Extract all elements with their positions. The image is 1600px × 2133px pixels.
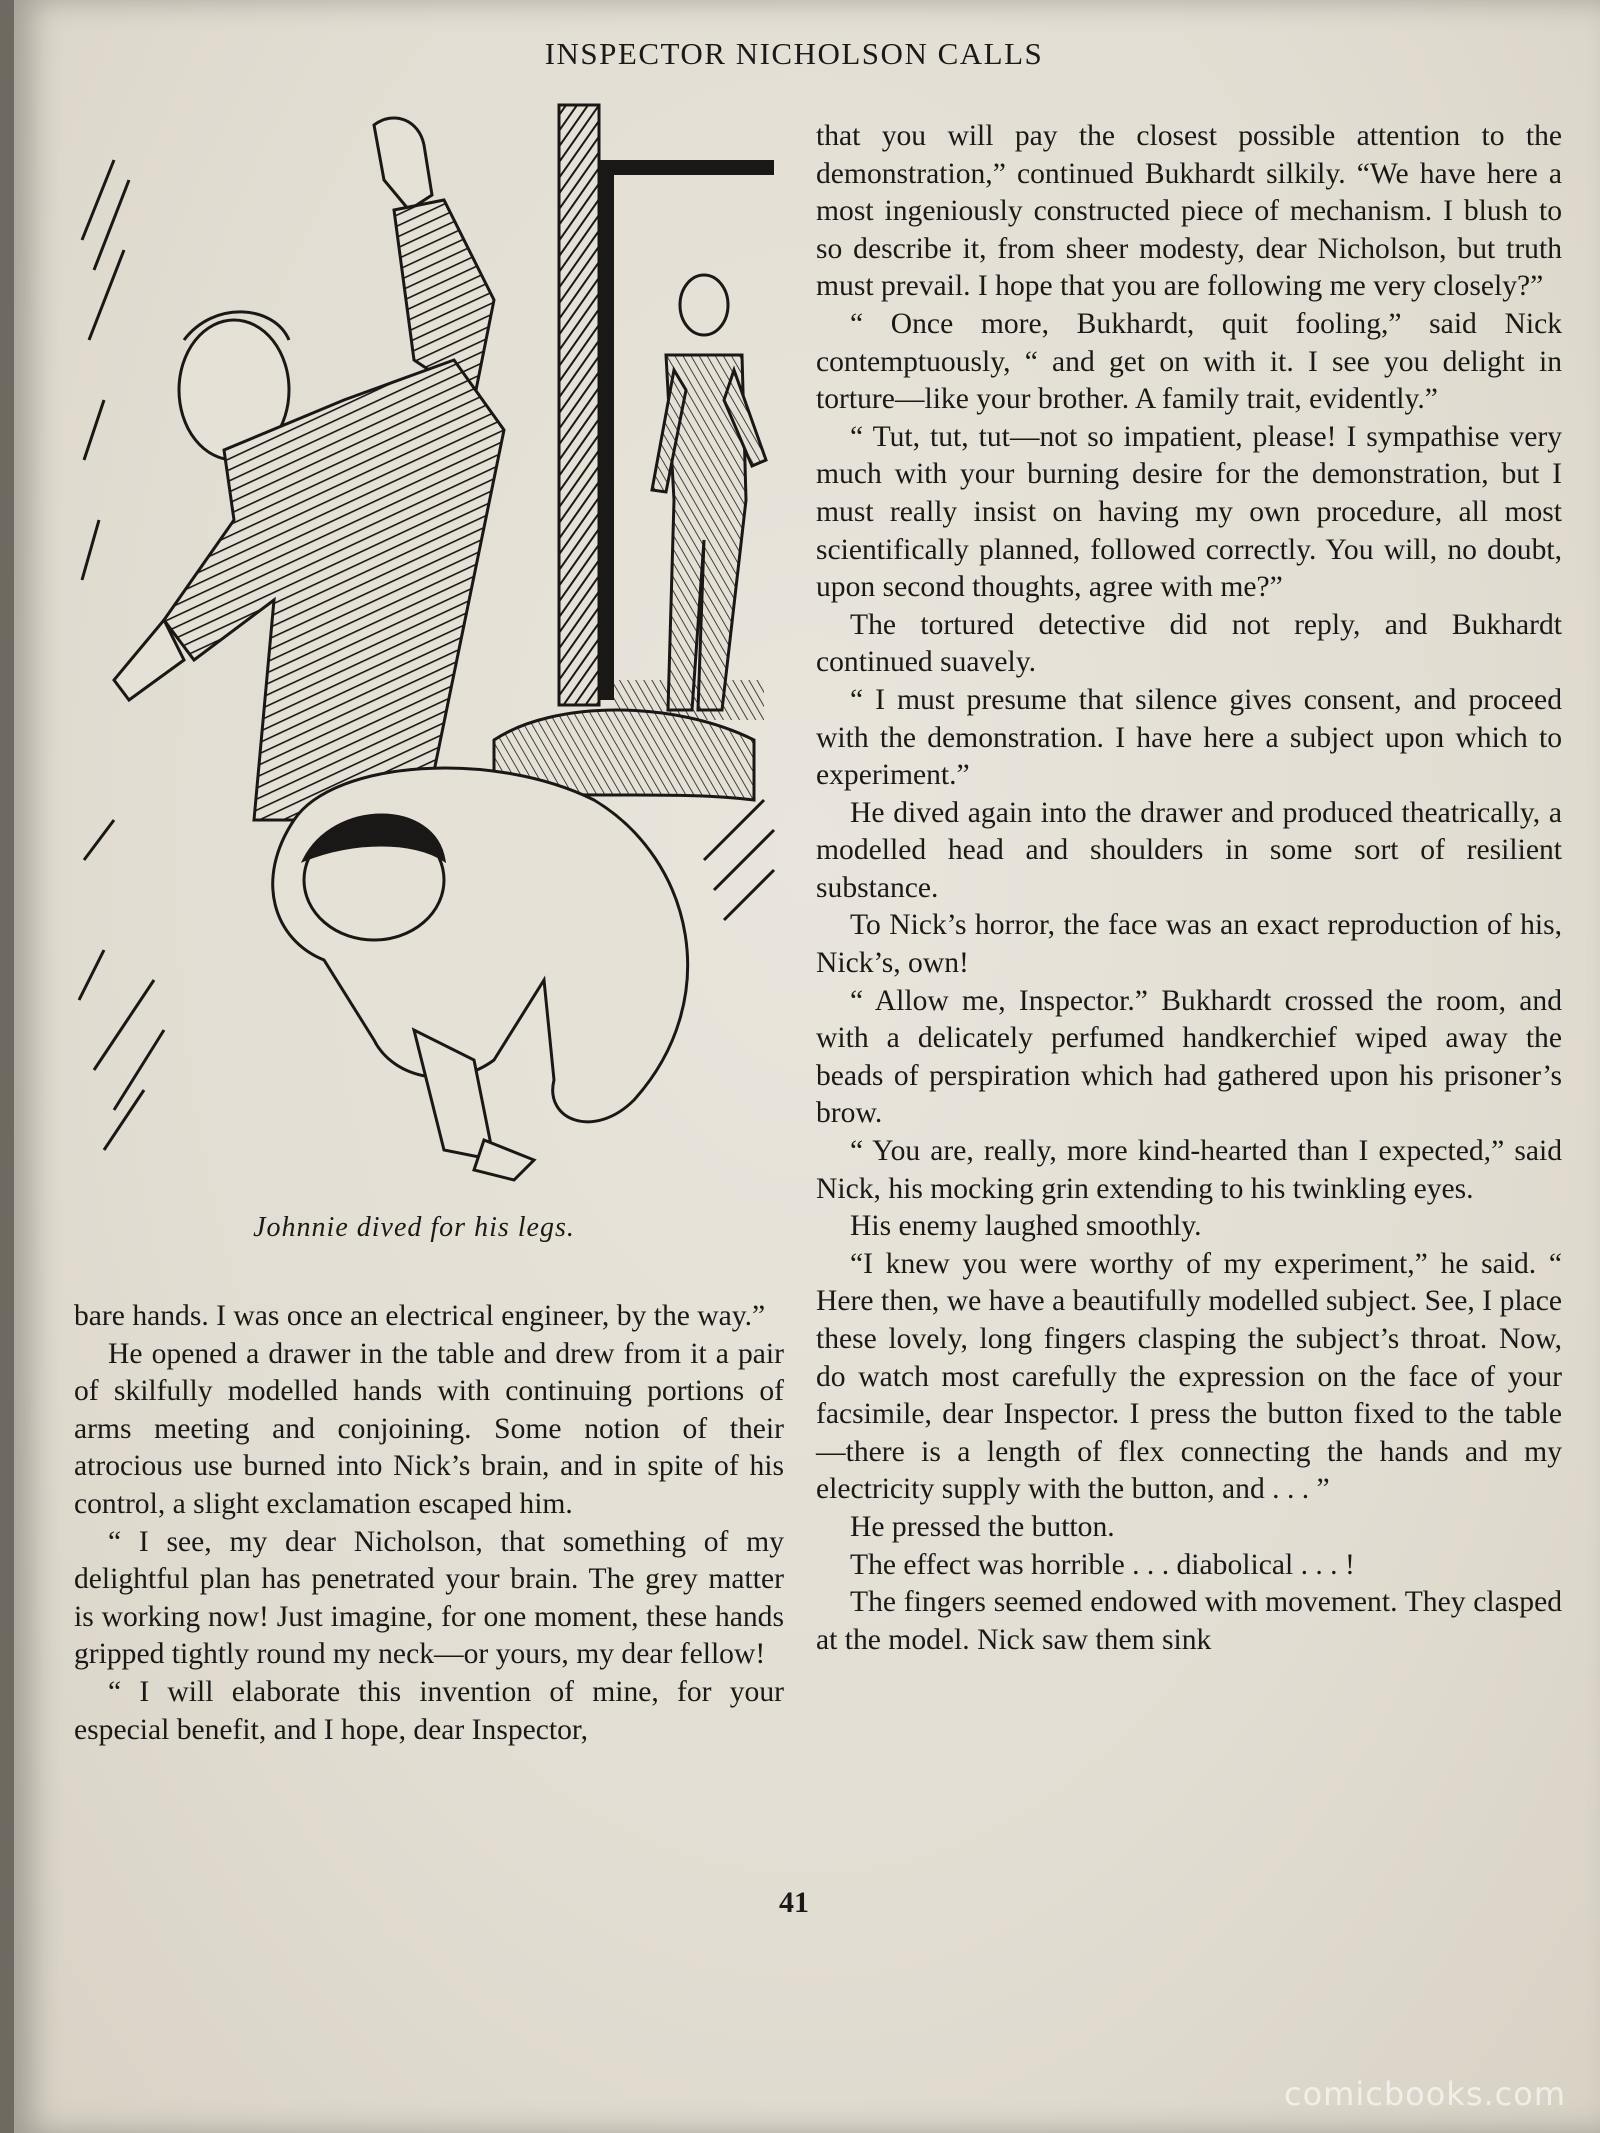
paragraph: “ Once more, Bukhardt, quit fooling,” said Nick contemptuously, “ and get on with it. I see you delight in torture—like your brother. A family trait, evidently.” (816, 307, 1562, 416)
paragraph: “ You are, really, more kind-hearted than I expected,” said Nick, his mocking grin extending to his twinkling eyes. (816, 1135, 1562, 1205)
left-column (74, 1298, 784, 1749)
paragraph: His enemy laughed smoothly. (850, 1210, 1202, 1243)
watermark: comicbooks.com (1283, 2075, 1566, 2113)
page-number: 41 (779, 1886, 809, 1919)
paragraph: that you will pay the closest possible attention to the demonstration,” continued Bukhardt silkily. “We have here a most ingeniously constructed piece of mechanism. I blush to so describe it, from sheer modesty, dear Nicholson, but truth must prevail. I hope that you are following me very closely?” (816, 120, 1562, 303)
door-frame (559, 105, 599, 705)
paragraph: “ I will elaborate this invention of mine, for your especial benefit, and I hope, dear Inspector, (74, 1675, 784, 1746)
paragraph: “ Tut, tut, tut—not so impatient, please! I sympathise very much with your burning desire for the demonstration, but I must really insist on having my own procedure, all most scientifically planned, followed correctly. You will, no doubt, upon second thoughts, agree with me?” (816, 420, 1562, 604)
falling-man-figure (114, 118, 504, 820)
paragraph: “ I must presume that silence gives consent, and proceed with the demonstration. I have here a subject upon which to experiment.” (816, 683, 1562, 792)
paragraph: He opened a drawer in the table and drew from it a pair of skilfully modelled hands with continuing portions of arms meeting and conjoining. Some notion of their atrocious use burned into Nick’s brain, and in spite of his control, a slight exclamation escaped him. (74, 1337, 784, 1520)
book-page (14, 0, 1600, 2133)
right-column (816, 118, 1562, 1659)
running-head: INSPECTOR NICHOLSON CALLS (544, 36, 1044, 71)
paragraph: “I knew you were worthy of my experiment,” he said. “ Here then, we have a beautifully modelled subject. See, I place these lovely, long fingers clasping the subject’s throat. Now, do watch most carefully the expression on the face of your facsimile, dear Inspector. I press the button fixed to the table—there is a length of flex connecting the hands and my electricity supply with the button, and . . . ” (816, 1247, 1562, 1506)
paragraph: “ Allow me, Inspector.” Bukhardt crossed the room, and with a delicately perfumed handkerchief wiped away the beads of perspiration which had gathered upon his prisoner’s brow. (816, 984, 1562, 1130)
paragraph: The fingers seemed endowed with movement. They clasped at the model. Nick saw them sink (816, 1586, 1562, 1656)
paragraph: bare hands. I was once an electrical engineer, by the way.” (74, 1300, 766, 1332)
paragraph: To Nick’s horror, the face was an exact reproduction of his, Nick’s, own! (816, 909, 1562, 980)
paragraph: He dived again into the drawer and produced theatrically, a modelled head and shoulders in some sort of resilient substance. (816, 796, 1562, 904)
paragraph: The tortured detective did not reply, and Bukhardt continued suavely. (816, 608, 1562, 679)
paragraph: “ I see, my dear Nicholson, that something of my delightful plan has penetrated your brain. The grey matter is working now! Just imagine, for one moment, these hands gripped tightly round my neck—or yours, my dear fellow! (74, 1525, 784, 1671)
diving-man-figure (273, 768, 688, 1180)
paragraph: The effect was horrible . . . diabolical . . . ! (850, 1548, 1355, 1581)
illustration (74, 100, 794, 1210)
paragraph: He pressed the button. (850, 1510, 1115, 1543)
standing-man-figure (652, 275, 766, 710)
illustration-caption: Johnnie dived for his legs. (253, 1212, 575, 1243)
